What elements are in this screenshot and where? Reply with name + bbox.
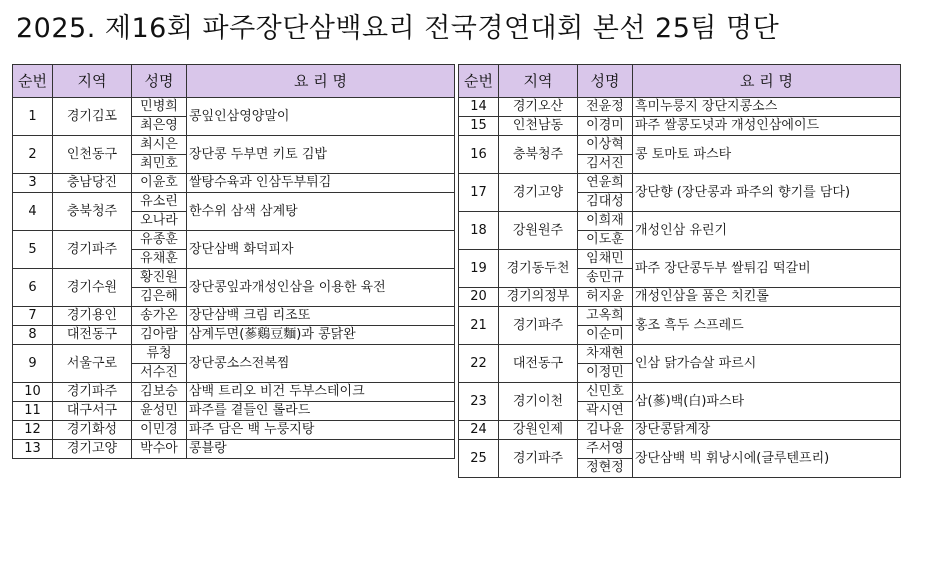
- team-region: 경기수원: [53, 269, 132, 307]
- dish-name: 삼백 트리오 비건 두부스테이크: [187, 383, 455, 402]
- team-number: 11: [13, 402, 53, 421]
- dish-name: 장단삼백 화덕피자: [187, 231, 455, 269]
- member-name: 윤성민: [132, 402, 187, 421]
- member-name: 유종훈: [132, 231, 187, 250]
- member-name: 최민호: [132, 155, 187, 174]
- dish-name: 파주를 곁들인 롤라드: [187, 402, 455, 421]
- table-row: [13, 174, 455, 193]
- table-row: [13, 269, 455, 288]
- dish-name: 장단삼백 크림 리조또: [187, 307, 455, 326]
- member-name: 유소린: [132, 193, 187, 212]
- team-region: 경기이천: [499, 383, 578, 421]
- team-number: 1: [13, 98, 53, 136]
- team-number: 25: [459, 440, 499, 478]
- member-name: 김대성: [578, 193, 633, 212]
- team-region: 경기화성: [53, 421, 132, 440]
- member-name: 이경미: [578, 117, 633, 136]
- dish-name: 콩블랑: [187, 440, 455, 459]
- member-name: 신민호: [578, 383, 633, 402]
- dish-name: 파주 장단콩두부 쌀튀김 떡갈비: [633, 250, 901, 288]
- team-region: 경기용인: [53, 307, 132, 326]
- dish-name: 흑미누룽지 장단지콩소스: [633, 98, 901, 117]
- team-number: 10: [13, 383, 53, 402]
- member-name: 김아람: [132, 326, 187, 345]
- team-region: 서울구로: [53, 345, 132, 383]
- team-region: 경기고양: [53, 440, 132, 459]
- header-no: 순번: [459, 65, 499, 98]
- header-no: 순번: [13, 65, 53, 98]
- dish-name: 개성인삼 유린기: [633, 212, 901, 250]
- member-name: 차재현: [578, 345, 633, 364]
- dish-name: 삼계두면(蔘鷄豆麵)과 콩닭완: [187, 326, 455, 345]
- team-region: 경기의정부: [499, 288, 578, 307]
- team-number: 9: [13, 345, 53, 383]
- table-row: [459, 117, 901, 136]
- table-row: [459, 421, 901, 440]
- dish-name: 개성인삼을 품은 치킨롤: [633, 288, 901, 307]
- member-name: 최은영: [132, 117, 187, 136]
- header-region: 지역: [499, 65, 578, 98]
- member-name: 서수진: [132, 364, 187, 383]
- member-name: 박수아: [132, 440, 187, 459]
- member-name: 이윤호: [132, 174, 187, 193]
- team-number: 15: [459, 117, 499, 136]
- team-region: 경기동두천: [499, 250, 578, 288]
- table-row: [459, 383, 901, 402]
- dish-name: 장단콩소스전복찜: [187, 345, 455, 383]
- table-row: [13, 98, 455, 117]
- dish-name: 한수위 삼색 삼계탕: [187, 193, 455, 231]
- team-number: 17: [459, 174, 499, 212]
- dish-name: 삼(蔘)백(白)파스타: [633, 383, 901, 421]
- team-region: 인천남동: [499, 117, 578, 136]
- table-row: [459, 345, 901, 364]
- member-name: 이정민: [578, 364, 633, 383]
- team-region: 인천동구: [53, 136, 132, 174]
- team-region: 충북청주: [499, 136, 578, 174]
- team-number: 21: [459, 307, 499, 345]
- team-region: 충북청주: [53, 193, 132, 231]
- member-name: 류청: [132, 345, 187, 364]
- header-row: [13, 65, 455, 98]
- member-name: 전윤정: [578, 98, 633, 117]
- team-region: 대전동구: [53, 326, 132, 345]
- member-name: 송가온: [132, 307, 187, 326]
- team-number: 13: [13, 440, 53, 459]
- header-name: 성명: [578, 65, 633, 98]
- member-name: 이순미: [578, 326, 633, 345]
- member-name: 곽시연: [578, 402, 633, 421]
- team-number: 7: [13, 307, 53, 326]
- team-region: 경기파주: [53, 231, 132, 269]
- dish-name: 인삼 닭가슴살 파르시: [633, 345, 901, 383]
- member-name: 이민경: [132, 421, 187, 440]
- dish-name: 장단향 (장단콩과 파주의 향기를 담다): [633, 174, 901, 212]
- team-region: 충남당진: [53, 174, 132, 193]
- member-name: 정현정: [578, 459, 633, 478]
- table-row: [13, 193, 455, 212]
- table-row: [459, 440, 901, 459]
- member-name: 오나라: [132, 212, 187, 231]
- table-row: [459, 288, 901, 307]
- table-row: [13, 307, 455, 326]
- member-name: 황진원: [132, 269, 187, 288]
- member-name: 유채훈: [132, 250, 187, 269]
- roster-table-right: [458, 64, 901, 478]
- dish-name: 장단콩잎과개성인삼을 이용한 육전: [187, 269, 455, 307]
- table-row: [13, 326, 455, 345]
- team-number: 3: [13, 174, 53, 193]
- member-name: 고옥희: [578, 307, 633, 326]
- dish-name: 파주 쌀콩도넛과 개성인삼에이드: [633, 117, 901, 136]
- header-row: [459, 65, 901, 98]
- team-region: 대전동구: [499, 345, 578, 383]
- team-number: 20: [459, 288, 499, 307]
- team-region: 경기파주: [499, 307, 578, 345]
- team-region: 경기김포: [53, 98, 132, 136]
- header-dish: 요 리 명: [187, 65, 455, 98]
- team-region: 경기오산: [499, 98, 578, 117]
- team-number: 6: [13, 269, 53, 307]
- team-number: 14: [459, 98, 499, 117]
- team-number: 24: [459, 421, 499, 440]
- member-name: 민병희: [132, 98, 187, 117]
- table-row: [13, 345, 455, 364]
- page-title: 2025. 제16회 파주장단삼백요리 전국경연대회 본선 25팀 명단: [16, 13, 780, 44]
- dish-name: 쌀탕수육과 인삼두부튀김: [187, 174, 455, 193]
- table-row: [459, 136, 901, 155]
- member-name: 최시은: [132, 136, 187, 155]
- table-row: [459, 307, 901, 326]
- member-name: 이희재: [578, 212, 633, 231]
- dish-name: 콩잎인삼영양말이: [187, 98, 455, 136]
- dish-name: 파주 담은 백 누룽지탕: [187, 421, 455, 440]
- team-number: 12: [13, 421, 53, 440]
- team-number: 16: [459, 136, 499, 174]
- team-region: 경기파주: [499, 440, 578, 478]
- member-name: 허지윤: [578, 288, 633, 307]
- team-region: 강원인제: [499, 421, 578, 440]
- member-name: 주서영: [578, 440, 633, 459]
- table-row: [459, 212, 901, 231]
- member-name: 김나윤: [578, 421, 633, 440]
- team-region: 경기고양: [499, 174, 578, 212]
- table-row: [13, 402, 455, 421]
- team-number: 2: [13, 136, 53, 174]
- header-dish: 요 리 명: [633, 65, 901, 98]
- table-row: [13, 136, 455, 155]
- team-region: 경기파주: [53, 383, 132, 402]
- header-name: 성명: [132, 65, 187, 98]
- dish-name: 장단콩닭계장: [633, 421, 901, 440]
- team-number: 4: [13, 193, 53, 231]
- team-number: 18: [459, 212, 499, 250]
- member-name: 연윤희: [578, 174, 633, 193]
- table-row: [13, 383, 455, 402]
- member-name: 이상혁: [578, 136, 633, 155]
- team-number: 8: [13, 326, 53, 345]
- dish-name: 장단삼백 빅 휘낭시에(글루텐프리): [633, 440, 901, 478]
- member-name: 김서진: [578, 155, 633, 174]
- table-row: [13, 440, 455, 459]
- team-region: 강원원주: [499, 212, 578, 250]
- table-row: [459, 98, 901, 117]
- team-number: 19: [459, 250, 499, 288]
- team-number: 22: [459, 345, 499, 383]
- dish-name: 콩 토마토 파스타: [633, 136, 901, 174]
- table-row: [459, 250, 901, 269]
- dish-name: 장단콩 두부면 키토 김밥: [187, 136, 455, 174]
- member-name: 김은해: [132, 288, 187, 307]
- member-name: 김보승: [132, 383, 187, 402]
- team-region: 대구서구: [53, 402, 132, 421]
- team-number: 23: [459, 383, 499, 421]
- table-row: [459, 174, 901, 193]
- dish-name: 홍조 흑두 스프레드: [633, 307, 901, 345]
- member-name: 이도훈: [578, 231, 633, 250]
- member-name: 임채민: [578, 250, 633, 269]
- roster-table-left: [12, 64, 455, 459]
- member-name: 송민규: [578, 269, 633, 288]
- header-region: 지역: [53, 65, 132, 98]
- table-row: [13, 231, 455, 250]
- table-row: [13, 421, 455, 440]
- team-number: 5: [13, 231, 53, 269]
